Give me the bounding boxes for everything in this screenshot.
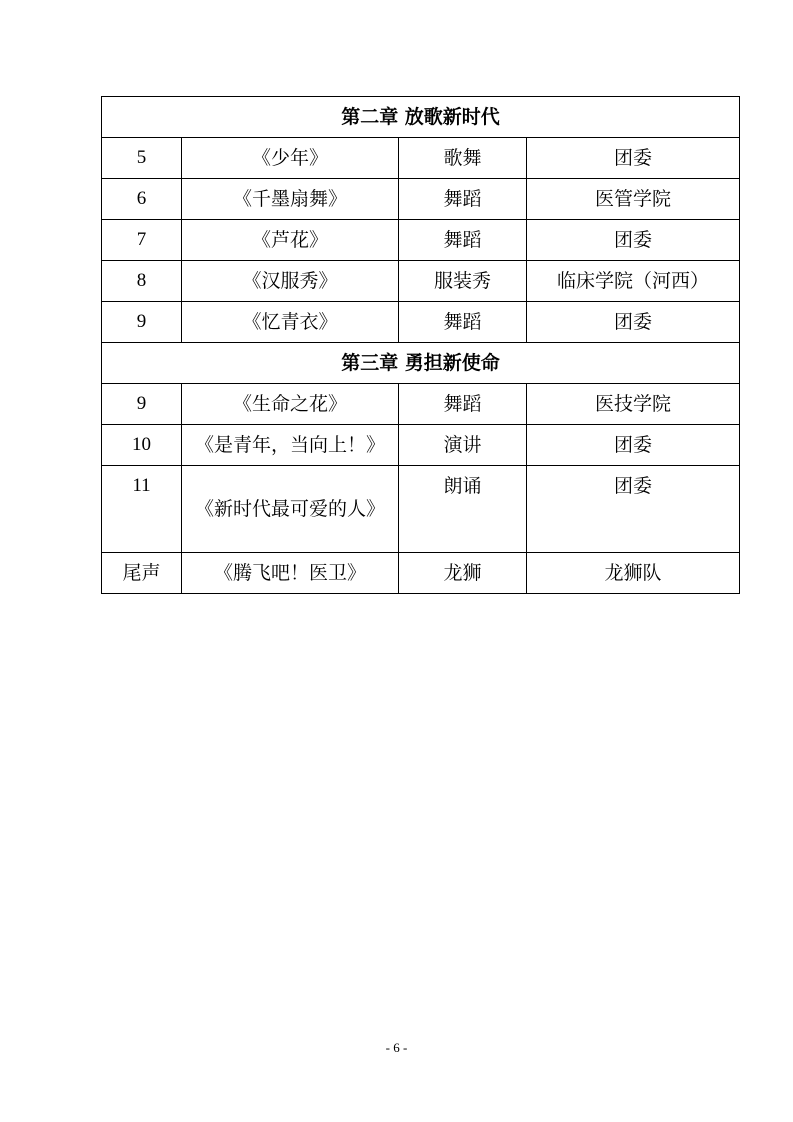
program-unit: 团委 <box>527 466 740 553</box>
program-title: 《千墨扇舞》 <box>182 179 399 220</box>
program-title: 《是青年，当向上！》 <box>182 425 399 466</box>
program-number: 8 <box>102 261 182 302</box>
program-title: 《腾飞吧！医卫》 <box>182 553 399 594</box>
table-row <box>102 384 740 425</box>
table-row <box>102 425 740 466</box>
program-type: 龙狮 <box>399 553 527 594</box>
program-number: 7 <box>102 220 182 261</box>
program-title: 《汉服秀》 <box>182 261 399 302</box>
program-number: 9 <box>102 384 182 425</box>
table-row <box>102 138 740 179</box>
page-number: - 6 - <box>385 1040 408 1055</box>
table-row <box>102 220 740 261</box>
program-unit: 团委 <box>527 302 740 343</box>
program-type: 舞蹈 <box>399 384 527 425</box>
program-unit: 医管学院 <box>527 179 740 220</box>
chapter-title: 第二章 放歌新时代 <box>102 97 740 138</box>
program-number: 9 <box>102 302 182 343</box>
program-type: 舞蹈 <box>399 302 527 343</box>
program-type: 歌舞 <box>399 138 527 179</box>
table-row <box>102 261 740 302</box>
program-unit: 龙狮队 <box>527 553 740 594</box>
program-unit: 团委 <box>527 425 740 466</box>
program-number: 11 <box>102 466 182 553</box>
table-row <box>102 179 740 220</box>
program-title: 《忆青衣》 <box>182 302 399 343</box>
program-title: 《新时代最可爱的人》 <box>182 466 399 553</box>
program-number: 6 <box>102 179 182 220</box>
program-type: 舞蹈 <box>399 220 527 261</box>
program-unit: 团委 <box>527 138 740 179</box>
table-row <box>102 553 740 594</box>
program-unit: 医技学院 <box>527 384 740 425</box>
program-title: 《少年》 <box>182 138 399 179</box>
program-title: 《生命之花》 <box>182 384 399 425</box>
table-row <box>102 466 740 553</box>
program-number: 尾声 <box>102 553 182 594</box>
program-type: 服装秀 <box>399 261 527 302</box>
program-unit: 临床学院（河西） <box>527 261 740 302</box>
chapter-title: 第三章 勇担新使命 <box>102 343 740 384</box>
program-table <box>101 96 740 594</box>
program-number: 10 <box>102 425 182 466</box>
program-number: 5 <box>102 138 182 179</box>
chapter-header-row <box>102 97 740 138</box>
program-type: 舞蹈 <box>399 179 527 220</box>
program-type: 演讲 <box>399 425 527 466</box>
program-type: 朗诵 <box>399 466 527 553</box>
program-unit: 团委 <box>527 220 740 261</box>
table-row <box>102 302 740 343</box>
chapter-header-row <box>102 343 740 384</box>
program-title: 《芦花》 <box>182 220 399 261</box>
